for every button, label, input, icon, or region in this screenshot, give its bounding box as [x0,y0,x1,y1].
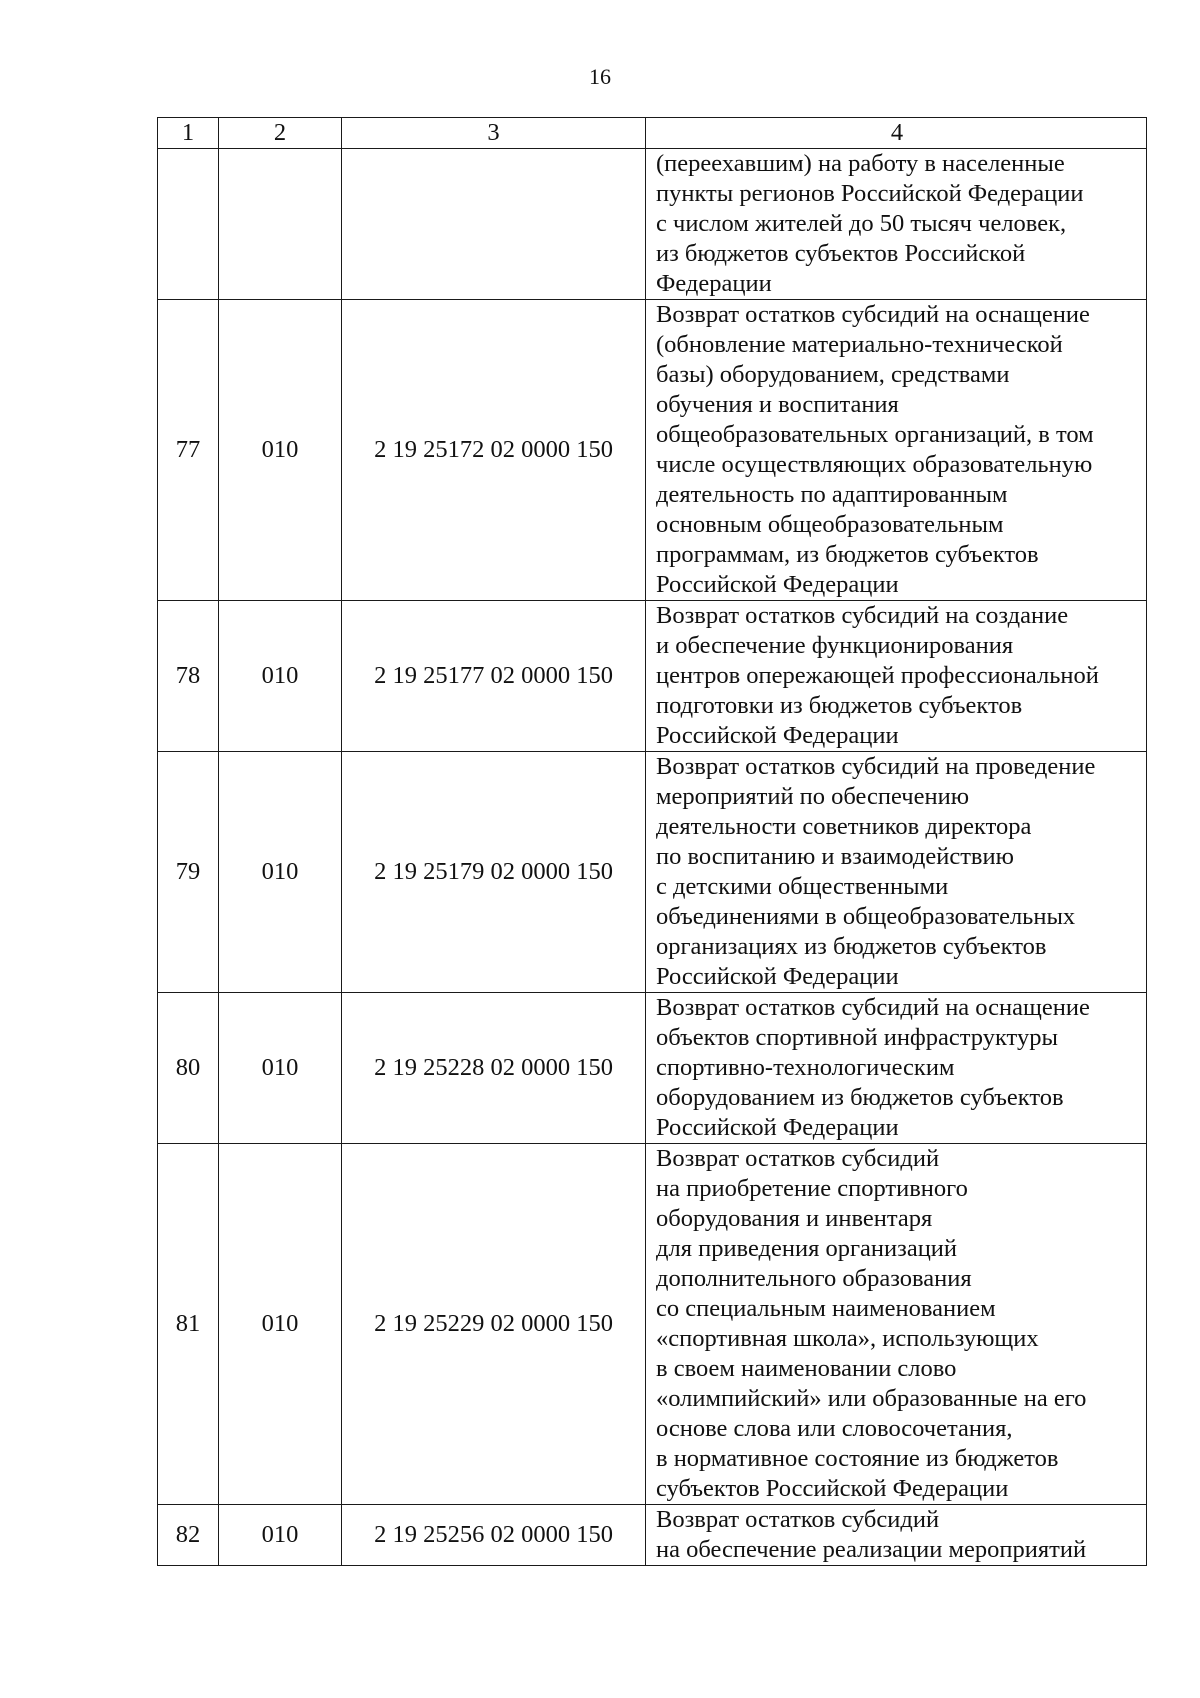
row-code-cell: 010 [219,300,342,601]
description-line: в своем наименовании слово [656,1355,957,1382]
header-row [158,118,1147,149]
description-line: Возврат остатков субсидий на оснащение [656,994,1090,1021]
description-line: по воспитанию и взаимодействию [656,843,1014,870]
description-line: со специальным наименованием [656,1295,996,1322]
description-line: (переехавшим) на работу в населенные [656,150,1065,177]
row-kbk-cell: 2 19 25228 02 0000 150 [342,993,646,1144]
description-line: деятельности советников директора [656,813,1032,840]
description-line: с числом жителей до 50 тысяч человек, [656,210,1067,237]
row-code-cell: 010 [219,1505,342,1566]
description-line: «спортивная школа», использующих [656,1325,1039,1352]
description-line: Российской Федерации [656,1114,899,1141]
description-line: Возврат остатков субсидий на создание [656,602,1069,629]
description-line: из бюджетов субъектов Российской [656,240,1026,267]
row-code-cell: 010 [219,993,342,1144]
table-row [158,300,1147,601]
row-description-cell [646,1505,1147,1566]
description-line: (обновление материально-технической [656,331,1063,358]
description-line: общеобразовательных организаций, в том [656,421,1094,448]
table-body [158,118,1147,1566]
header-cell-3: 3 [342,118,646,149]
description-line: организациях из бюджетов субъектов [656,933,1047,960]
description-line: базы) оборудованием, средствами [656,361,1010,388]
row-number-cell: 79 [158,752,219,993]
row-description-cell [646,1144,1147,1505]
description-line: Возврат остатков субсидий на оснащение [656,301,1090,328]
description-line: Возврат остатков субсидий [656,1145,940,1172]
description-line: Российской Федерации [656,571,899,598]
row-kbk-cell: 2 19 25172 02 0000 150 [342,300,646,601]
description-line: оборудования и инвентаря [656,1205,933,1232]
description-line: на обеспечение реализации мероприятий [656,1536,1087,1563]
table-row [158,1505,1147,1566]
row-kbk-cell: 2 19 25179 02 0000 150 [342,752,646,993]
row-kbk-cell: 2 19 25177 02 0000 150 [342,601,646,752]
description-line: подготовки из бюджетов субъектов [656,692,1023,719]
description-line: центров опережающей профессиональной [656,662,1099,689]
description-line: Федерации [656,270,772,297]
row-code-cell [219,149,342,300]
description-line: Возврат остатков субсидий на проведение [656,753,1096,780]
description-line: Российской Федерации [656,722,899,749]
description-line: числе осуществляющих образовательную [656,451,1093,478]
row-number-cell: 78 [158,601,219,752]
description-line: деятельность по адаптированным [656,481,1008,508]
row-description-cell [646,752,1147,993]
row-number-cell: 82 [158,1505,219,1566]
row-description-cell [646,601,1147,752]
description-line: Российской Федерации [656,963,899,990]
row-code-cell: 010 [219,752,342,993]
table-row [158,752,1147,993]
row-kbk-cell [342,149,646,300]
table-row [158,601,1147,752]
row-code-cell: 010 [219,601,342,752]
description-line: объединениями в общеобразовательных [656,903,1076,930]
description-line: дополнительного образования [656,1265,972,1292]
budget-code-table [157,117,1147,1566]
description-line: на приобретение спортивного [656,1175,968,1202]
description-line: мероприятий по обеспечению [656,783,970,810]
page-number: 16 [589,64,611,89]
description-line: Возврат остатков субсидий [656,1506,940,1533]
description-line: пункты регионов Российской Федерации [656,180,1084,207]
description-line: в нормативное состояние из бюджетов [656,1445,1059,1472]
header-cell-1: 1 [158,118,219,149]
table-row [158,1144,1147,1505]
row-number-cell [158,149,219,300]
description-line: программам, из бюджетов субъектов [656,541,1039,568]
row-code-cell: 010 [219,1144,342,1505]
description-line: оборудованием из бюджетов субъектов [656,1084,1064,1111]
row-kbk-cell: 2 19 25229 02 0000 150 [342,1144,646,1505]
row-number-cell: 80 [158,993,219,1144]
header-cell-4: 4 [646,118,1147,149]
row-number-cell: 77 [158,300,219,601]
description-line: и обеспечение функционирования [656,632,1014,659]
row-description-cell [646,300,1147,601]
continuation-row [158,149,1147,300]
row-number-cell: 81 [158,1144,219,1505]
description-line: спортивно-технологическим [656,1054,955,1081]
description-line: с детскими общественными [656,873,949,900]
description-line: «олимпийский» или образованные на его [656,1385,1087,1412]
row-kbk-cell: 2 19 25256 02 0000 150 [342,1505,646,1566]
row-description-cell [646,993,1147,1144]
table-row [158,993,1147,1144]
header-cell-2: 2 [219,118,342,149]
description-line: объектов спортивной инфраструктуры [656,1024,1058,1051]
row-description-cell [646,149,1147,300]
description-line: для приведения организаций [656,1235,958,1262]
description-line: субъектов Российской Федерации [656,1475,1009,1502]
description-line: основным общеобразовательным [656,511,1004,538]
description-line: основе слова или словосочетания, [656,1415,1013,1442]
description-line: обучения и воспитания [656,391,899,418]
